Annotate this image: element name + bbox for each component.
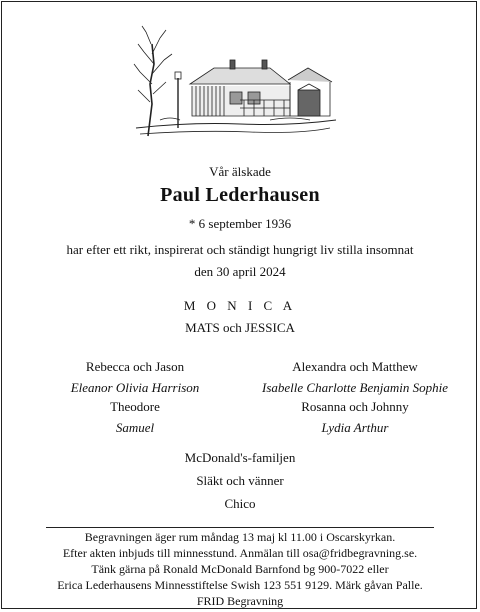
family-parents: Theodore [110, 399, 160, 414]
farmhouse-sketch-icon [130, 24, 340, 140]
family-parents: Alexandra och Matthew [292, 359, 418, 374]
undertaker-name: FRID Begravning [196, 594, 284, 608]
funeral-info-line: Begravningen äger rum måndag 13 maj kl 11.00 i Oscarskyrkan. [84, 530, 396, 544]
funeral-info-line: Erica Lederhausens Minnesstiftelse Swish 123 551 9129. Märk gåvan Palle. [57, 578, 423, 592]
family-parents: Rebecca och Jason [85, 359, 185, 374]
family-grandchildren: Eleanor Olivia Harrison [70, 380, 200, 395]
family-grandchildren: Lydia Arthur [321, 420, 389, 435]
mourner-line: Släkt och vänner [196, 473, 284, 488]
family-grandchildren: Samuel [115, 420, 155, 435]
passage-text: har efter ett rikt, inspirerat och ständigt hungrigt liv stilla insomnat [66, 242, 414, 257]
family-group [240, 396, 470, 438]
mourner-line: McDonald's-familjen [184, 450, 296, 465]
divider [46, 527, 434, 528]
funeral-info-line: Efter akten inbjuds till minnesstund. Anmälan till osa@fridbegravning.se. [62, 546, 418, 560]
birth-date: * 6 september 1936 [188, 216, 292, 231]
death-date: den 30 april 2024 [194, 264, 286, 279]
family-grandchildren: Isabelle Charlotte Benjamin Sophie [262, 380, 448, 395]
children-names: MATS och JESSICA [185, 320, 295, 335]
deceased-name: Paul Lederhausen [160, 184, 320, 206]
family-group [40, 356, 230, 398]
family-group [240, 356, 470, 398]
family-parents: Rosanna och Johnny [301, 399, 409, 414]
spouse-name: M O N I C A [183, 298, 297, 313]
mourner-line: Chico [224, 496, 256, 511]
funeral-info-line: Tänk gärna på Ronald McDonald Barnfond bg 900-7022 eller [91, 562, 389, 576]
family-group [40, 396, 230, 438]
intro-text: Vår älskade [209, 164, 271, 179]
